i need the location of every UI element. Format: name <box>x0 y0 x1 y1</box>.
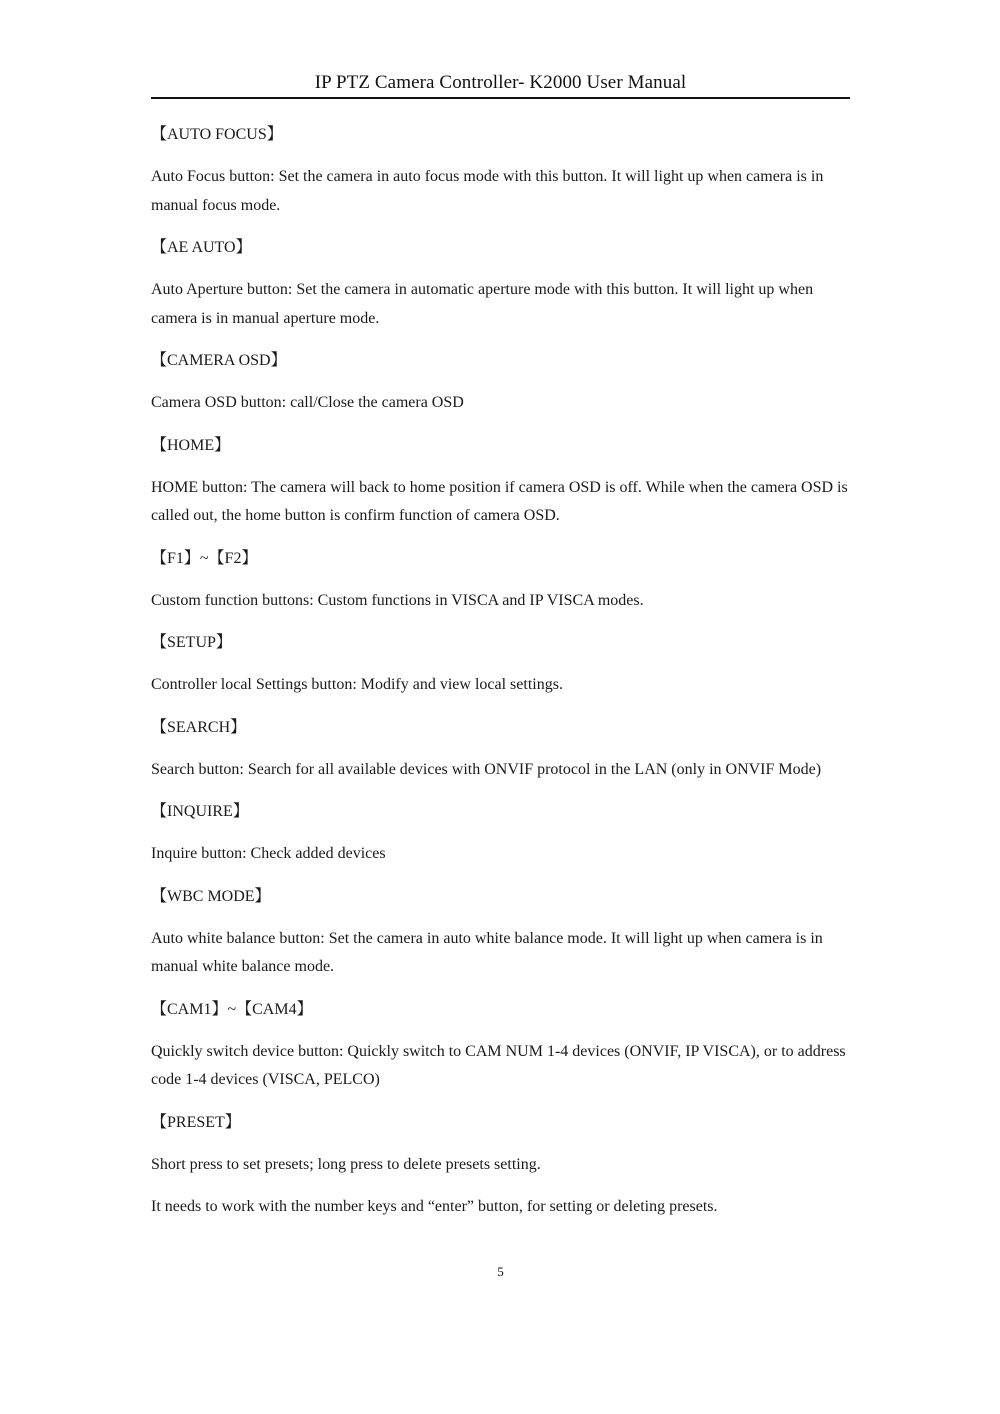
section-wbc-mode <box>151 883 850 982</box>
section-heading: 【WBC MODE】 <box>151 887 271 905</box>
section-heading: 【INQUIRE】 <box>151 803 249 820</box>
section-heading: 【SEARCH】 <box>151 718 247 736</box>
section-paragraph: Controller local Settings button: Modify and view local settings. <box>151 676 563 693</box>
section-paragraph: Auto white balance button: Set the camera in auto white balance mode. It will light up when camera is in manual white balance mode. <box>151 929 823 975</box>
section-heading: 【CAM1】~【CAM4】 <box>151 1000 313 1018</box>
section-camera-osd <box>151 347 850 418</box>
section-search <box>151 714 850 785</box>
section-inquire <box>151 798 850 869</box>
section-paragraph: Search button: Search for all available devices with ONVIF protocol in the LAN (only in ONVIF Mode) <box>151 760 822 778</box>
section-f1-f2 <box>151 545 850 616</box>
section-paragraph: Auto Aperture button: Set the camera in automatic aperture mode with this button. It will light up when camera is in manual aperture mode. <box>151 281 814 327</box>
header-divider <box>151 97 850 99</box>
section-paragraph: Short press to set presets; long press to delete presets setting. <box>151 1155 541 1173</box>
section-paragraph: Camera OSD button: call/Close the camera OSD <box>151 394 464 411</box>
section-heading: 【F1】~【F2】 <box>151 549 258 567</box>
page-number: 5 <box>497 1264 504 1279</box>
section-paragraph: Custom function buttons: Custom functions in VISCA and IP VISCA modes. <box>151 591 644 609</box>
section-heading: 【AE AUTO】 <box>151 239 252 256</box>
section-paragraph: It needs to work with the number keys and “enter” button, for setting or deleting presets. <box>151 1198 718 1215</box>
document-body <box>151 121 850 1236</box>
page-header-title: IP PTZ Camera Controller- K2000 User Manual <box>314 72 687 93</box>
section-paragraph: Inquire button: Check added devices <box>151 845 386 862</box>
section-ae-auto <box>151 234 850 333</box>
section-setup <box>151 629 850 700</box>
section-heading: 【SETUP】 <box>151 634 232 651</box>
section-heading: 【PRESET】 <box>151 1113 241 1131</box>
section-paragraph: HOME button: The camera will back to home position if camera OSD is off. While when the camera OSD is called out, the home button is confirm function of camera OSD. <box>151 478 848 524</box>
section-paragraph: Quickly switch device button: Quickly switch to CAM NUM 1-4 devices (ONVIF, IP VISCA), or to address code 1-4 devices (VISCA, PELCO) <box>151 1042 846 1088</box>
section-heading: 【CAMERA OSD】 <box>151 352 287 369</box>
section-cam1-cam4 <box>151 996 850 1095</box>
section-auto-focus <box>151 121 850 220</box>
section-preset <box>151 1109 850 1222</box>
section-home <box>151 432 850 531</box>
section-paragraph: Auto Focus button: Set the camera in auto focus mode with this button. It will light up when camera is in manual focus mode. <box>151 168 824 214</box>
section-heading: 【HOME】 <box>151 436 231 454</box>
section-heading: 【AUTO FOCUS】 <box>151 126 283 143</box>
